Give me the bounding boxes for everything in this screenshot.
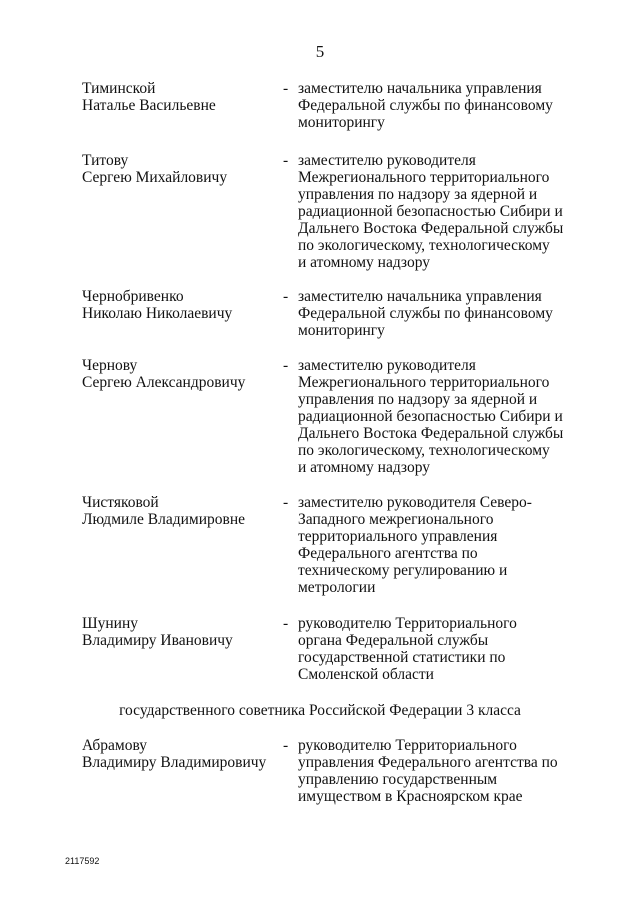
name-line: Владимиру Ивановичу (82, 632, 233, 649)
description-line: Федерального агентства по (298, 545, 478, 562)
position-description (298, 152, 568, 271)
description-line: техническому регулированию и (298, 562, 508, 579)
description-line: мониторингу (298, 114, 385, 131)
person-name (82, 288, 282, 322)
description-line: метрологии (298, 579, 376, 596)
description-line: по экологическому, технологическому (298, 442, 550, 459)
person-name (82, 80, 282, 114)
dash-separator: - (283, 288, 289, 305)
page-number: 5 (315, 42, 325, 61)
position-description (298, 737, 568, 805)
name-line: Чернобривенко (82, 288, 184, 305)
description-line: радиационной безопасностью Сибири и (298, 203, 563, 220)
description-line: государственной статистики по (298, 649, 506, 666)
description-line: заместителю руководителя Северо- (298, 494, 532, 511)
description-line: имуществом в Красноярском крае (298, 788, 523, 805)
name-line: Тиминской (82, 80, 156, 97)
description-line: управления по надзору за ядерной и (298, 391, 538, 408)
dash-separator: - (283, 357, 289, 374)
name-line: Чистяковой (82, 494, 159, 511)
description-line: по экологическому, технологическому (298, 237, 550, 254)
description-line: заместителю руководителя (298, 152, 476, 169)
description-line: Федеральной службы по финансовому (298, 97, 553, 114)
description-line: Дальнего Востока Федеральной службы (298, 220, 564, 237)
description-line: руководителю Территориального (298, 737, 517, 754)
description-line: Межрегионального территориального (298, 374, 550, 391)
person-name (82, 615, 282, 649)
person-name (82, 152, 282, 186)
dash-separator: - (283, 152, 289, 169)
description-line: заместителю начальника управления (298, 80, 542, 97)
person-name (82, 494, 282, 528)
description-line: управления по надзору за ядерной и (298, 186, 538, 203)
description-line: Западного межрегионального (298, 511, 494, 528)
description-line: Дальнего Востока Федеральной службы (298, 425, 564, 442)
rank-section-heading: государственного советника Российской Федерации 3 класса (119, 702, 521, 719)
description-line: заместителю руководителя (298, 357, 476, 374)
dash-separator: - (283, 494, 289, 511)
document-code: 2117592 (65, 856, 100, 866)
person-name (82, 737, 282, 771)
name-line: Наталье Васильевне (82, 97, 216, 114)
description-line: территориального управления (298, 528, 498, 545)
description-line: Федеральной службы по финансовому (298, 305, 553, 322)
description-line: Смоленской области (298, 666, 434, 683)
name-line: Сергею Михайловичу (82, 169, 228, 186)
name-line: Сергею Александровичу (82, 374, 246, 391)
name-line: Шунину (82, 615, 139, 632)
name-line: Титову (82, 152, 129, 169)
dash-separator: - (283, 615, 289, 632)
description-line: Межрегионального территориального (298, 169, 550, 186)
position-description (298, 80, 568, 131)
dash-separator: - (283, 737, 289, 754)
name-line: Чернову (82, 357, 138, 374)
description-line: заместителю начальника управления (298, 288, 542, 305)
description-line: и атомному надзору (298, 254, 430, 271)
dash-separator: - (283, 80, 289, 97)
description-line: руководителю Территориального (298, 615, 517, 632)
position-description (298, 615, 568, 683)
description-line: органа Федеральной службы (298, 632, 489, 649)
person-name (82, 357, 282, 391)
name-line: Людмиле Владимировне (82, 511, 246, 528)
description-line: радиационной безопасностью Сибири и (298, 408, 563, 425)
position-description (298, 357, 568, 476)
description-line: и атомному надзору (298, 459, 430, 476)
position-description (298, 494, 568, 596)
description-line: управления Федерального агентства по (298, 754, 558, 771)
description-line: управлению государственным (298, 771, 498, 788)
position-description (298, 288, 568, 339)
name-line: Николаю Николаевичу (82, 305, 233, 322)
name-line: Абрамову (82, 737, 148, 754)
name-line: Владимиру Владимировичу (82, 754, 267, 771)
description-line: мониторингу (298, 322, 385, 339)
